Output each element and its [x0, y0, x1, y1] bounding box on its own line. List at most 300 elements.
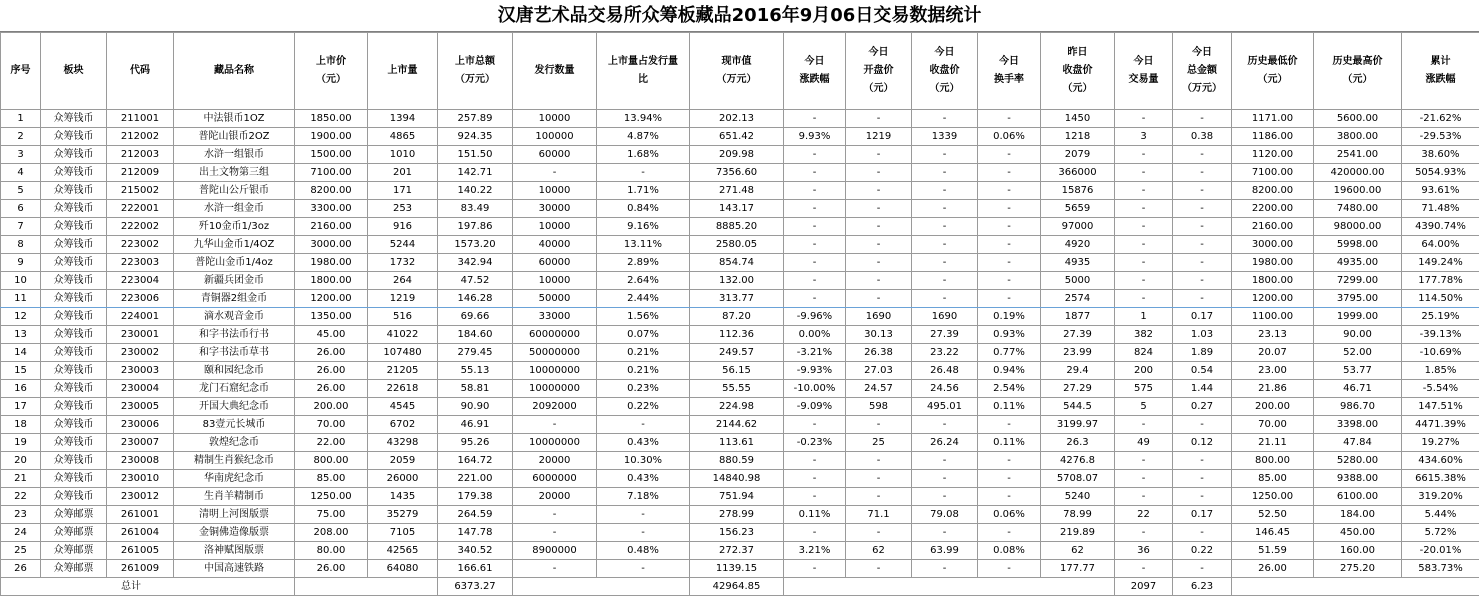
table-cell[interactable]: - — [1115, 524, 1173, 542]
table-cell[interactable]: 26.3 — [1041, 434, 1115, 452]
table-cell[interactable]: 8 — [1, 236, 41, 254]
table-cell[interactable]: 1219 — [368, 290, 438, 308]
table-cell[interactable]: 0.11% — [978, 434, 1041, 452]
table-cell[interactable]: 13.11% — [597, 236, 690, 254]
table-cell[interactable]: 598 — [846, 398, 912, 416]
table-cell[interactable]: 众筹邮票 — [41, 542, 107, 560]
table-cell[interactable]: 29.4 — [1041, 362, 1115, 380]
table-cell[interactable]: 51.59 — [1232, 542, 1314, 560]
table-cell[interactable]: 151.50 — [438, 146, 513, 164]
table-cell[interactable]: - — [846, 452, 912, 470]
table-cell[interactable]: - — [846, 290, 912, 308]
table-cell[interactable]: 2160.00 — [295, 218, 368, 236]
table-cell[interactable]: 0.22% — [597, 398, 690, 416]
table-row[interactable] — [1, 398, 1479, 416]
table-cell[interactable]: 10.30% — [597, 452, 690, 470]
table-cell[interactable]: 5 — [1115, 398, 1173, 416]
table-cell[interactable]: - — [912, 524, 978, 542]
table-cell[interactable]: 精制生肖猴纪念币 — [174, 452, 295, 470]
table-cell[interactable]: - — [912, 272, 978, 290]
table-cell[interactable]: 0.22 — [1173, 542, 1232, 560]
table-cell[interactable]: 0.43% — [597, 434, 690, 452]
table-cell[interactable]: - — [1115, 254, 1173, 272]
table-cell[interactable]: 5998.00 — [1314, 236, 1402, 254]
table-cell[interactable]: 金铜佛造像版票 — [174, 524, 295, 542]
table-cell[interactable]: 3000.00 — [1232, 236, 1314, 254]
table-cell[interactable]: - — [784, 488, 846, 506]
table-cell[interactable]: - — [912, 182, 978, 200]
table-cell[interactable]: - — [784, 416, 846, 434]
table-cell[interactable]: 3800.00 — [1314, 128, 1402, 146]
table-cell[interactable]: 众筹钱币 — [41, 254, 107, 272]
table-cell[interactable]: 3 — [1, 146, 41, 164]
table-cell[interactable]: 149.24% — [1402, 254, 1479, 272]
table-cell[interactable]: - — [1173, 146, 1232, 164]
table-cell[interactable]: 1250.00 — [1232, 488, 1314, 506]
table-cell[interactable]: 60000000 — [513, 326, 597, 344]
table-cell[interactable]: - — [1115, 236, 1173, 254]
table-cell[interactable]: 230010 — [107, 470, 174, 488]
table-cell[interactable]: 64080 — [368, 560, 438, 578]
table-cell[interactable]: 14840.98 — [690, 470, 784, 488]
table-row[interactable] — [1, 218, 1479, 236]
table-cell[interactable]: - — [1173, 164, 1232, 182]
table-cell[interactable]: - — [978, 218, 1041, 236]
table-row[interactable] — [1, 434, 1479, 452]
table-cell[interactable]: 230002 — [107, 344, 174, 362]
table-cell[interactable]: 27.03 — [846, 362, 912, 380]
table-cell[interactable]: 97000 — [1041, 218, 1115, 236]
table-cell[interactable]: - — [1173, 560, 1232, 578]
table-cell[interactable]: - — [978, 416, 1041, 434]
table-cell[interactable]: 47.84 — [1314, 434, 1402, 452]
table-cell[interactable]: 0.43% — [597, 470, 690, 488]
table-cell[interactable]: 5600.00 — [1314, 110, 1402, 128]
table-row[interactable] — [1, 506, 1479, 524]
table-cell[interactable]: 出土文物第三组 — [174, 164, 295, 182]
table-cell[interactable]: 华南虎纪念币 — [174, 470, 295, 488]
table-cell[interactable]: 52.50 — [1232, 506, 1314, 524]
table-cell[interactable]: 143.17 — [690, 200, 784, 218]
table-cell[interactable]: 275.20 — [1314, 560, 1402, 578]
table-cell[interactable]: 众筹钱币 — [41, 398, 107, 416]
table-cell[interactable]: 26.00 — [295, 362, 368, 380]
table-row[interactable] — [1, 344, 1479, 362]
table-cell[interactable]: 69.66 — [438, 308, 513, 326]
table-cell[interactable]: 230008 — [107, 452, 174, 470]
table-cell[interactable]: 4545 — [368, 398, 438, 416]
table-cell[interactable]: 313.77 — [690, 290, 784, 308]
table-cell[interactable]: 10 — [1, 272, 41, 290]
table-cell[interactable]: 1 — [1, 110, 41, 128]
table-cell[interactable]: 20000 — [513, 452, 597, 470]
table-cell[interactable]: - — [912, 200, 978, 218]
table-cell[interactable]: 171 — [368, 182, 438, 200]
table-row[interactable] — [1, 164, 1479, 182]
table-cell[interactable]: - — [784, 254, 846, 272]
table-row[interactable] — [1, 488, 1479, 506]
table-cell[interactable]: 230007 — [107, 434, 174, 452]
table-cell[interactable]: - — [1173, 218, 1232, 236]
table-cell[interactable]: 2580.05 — [690, 236, 784, 254]
table-cell[interactable]: 202.13 — [690, 110, 784, 128]
table-cell[interactable]: 16 — [1, 380, 41, 398]
table-cell[interactable]: 33000 — [513, 308, 597, 326]
table-cell[interactable]: 众筹钱币 — [41, 362, 107, 380]
table-cell[interactable]: 651.42 — [690, 128, 784, 146]
table-cell[interactable]: 177.77 — [1041, 560, 1115, 578]
table-cell[interactable]: 55.13 — [438, 362, 513, 380]
table-cell[interactable]: - — [978, 524, 1041, 542]
table-cell[interactable]: 众筹钱币 — [41, 128, 107, 146]
table-cell[interactable]: - — [1173, 488, 1232, 506]
table-cell[interactable]: 8200.00 — [1232, 182, 1314, 200]
table-cell[interactable]: - — [1115, 416, 1173, 434]
table-cell[interactable]: 1218 — [1041, 128, 1115, 146]
table-cell[interactable]: 24 — [1, 524, 41, 542]
table-cell[interactable]: - — [1173, 470, 1232, 488]
table-cell[interactable]: 20 — [1, 452, 41, 470]
table-cell[interactable]: - — [912, 236, 978, 254]
table-cell[interactable]: 147.51% — [1402, 398, 1479, 416]
table-cell[interactable]: 209.98 — [690, 146, 784, 164]
table-cell[interactable]: - — [1115, 290, 1173, 308]
table-row[interactable] — [1, 416, 1479, 434]
table-cell[interactable]: 2.54% — [978, 380, 1041, 398]
table-cell[interactable]: 0.11% — [978, 398, 1041, 416]
table-cell[interactable]: 11 — [1, 290, 41, 308]
table-cell[interactable]: 41022 — [368, 326, 438, 344]
table-cell[interactable]: 854.74 — [690, 254, 784, 272]
table-cell[interactable]: 众筹钱币 — [41, 488, 107, 506]
table-cell[interactable]: 1732 — [368, 254, 438, 272]
table-cell[interactable]: - — [846, 164, 912, 182]
table-cell[interactable]: 23.22 — [912, 344, 978, 362]
table-cell[interactable]: 75.00 — [295, 506, 368, 524]
table-cell[interactable]: 水浒一组银币 — [174, 146, 295, 164]
table-cell[interactable]: - — [784, 146, 846, 164]
table-cell[interactable]: 0.00% — [784, 326, 846, 344]
table-cell[interactable]: 10000 — [513, 218, 597, 236]
table-cell[interactable]: 382 — [1115, 326, 1173, 344]
table-cell[interactable]: - — [1173, 182, 1232, 200]
table-cell[interactable]: 55.55 — [690, 380, 784, 398]
table-cell[interactable]: 60000 — [513, 146, 597, 164]
table-cell[interactable]: 0.06% — [978, 506, 1041, 524]
table-cell[interactable]: 19.27% — [1402, 434, 1479, 452]
table-cell[interactable]: - — [1115, 488, 1173, 506]
table-cell[interactable]: 27.39 — [1041, 326, 1115, 344]
table-cell[interactable]: - — [784, 452, 846, 470]
table-cell[interactable]: 9.16% — [597, 218, 690, 236]
table-row[interactable] — [1, 110, 1479, 128]
table-cell[interactable]: 25.19% — [1402, 308, 1479, 326]
table-cell[interactable]: -0.23% — [784, 434, 846, 452]
table-cell[interactable]: 575 — [1115, 380, 1173, 398]
table-cell[interactable]: 众筹钱币 — [41, 380, 107, 398]
table-cell[interactable]: 歼10金币1/3oz — [174, 218, 295, 236]
table-cell[interactable]: - — [912, 290, 978, 308]
table-cell[interactable]: 九华山金币1/4OZ — [174, 236, 295, 254]
table-cell[interactable]: 众筹钱币 — [41, 416, 107, 434]
table-cell[interactable]: - — [513, 416, 597, 434]
table-cell[interactable]: -29.53% — [1402, 128, 1479, 146]
table-cell[interactable]: 50000000 — [513, 344, 597, 362]
table-cell[interactable]: - — [978, 290, 1041, 308]
table-cell[interactable]: 1690 — [912, 308, 978, 326]
table-cell[interactable]: - — [846, 524, 912, 542]
table-cell[interactable]: 0.84% — [597, 200, 690, 218]
table-cell[interactable]: 1450 — [1041, 110, 1115, 128]
table-cell[interactable]: 6000000 — [513, 470, 597, 488]
table-cell[interactable]: 8900000 — [513, 542, 597, 560]
table-cell[interactable]: - — [513, 506, 597, 524]
table-cell[interactable]: 4865 — [368, 128, 438, 146]
table-cell[interactable]: 140.22 — [438, 182, 513, 200]
table-cell[interactable]: 5244 — [368, 236, 438, 254]
table-cell[interactable]: 0.17 — [1173, 308, 1232, 326]
table-cell[interactable]: 319.20% — [1402, 488, 1479, 506]
table-cell[interactable]: 众筹钱币 — [41, 110, 107, 128]
table-cell[interactable]: 众筹钱币 — [41, 344, 107, 362]
table-cell[interactable]: - — [978, 182, 1041, 200]
table-cell[interactable]: 212003 — [107, 146, 174, 164]
table-cell[interactable]: - — [912, 416, 978, 434]
table-row[interactable] — [1, 542, 1479, 560]
table-cell[interactable]: 1120.00 — [1232, 146, 1314, 164]
table-cell[interactable]: 49 — [1115, 434, 1173, 452]
table-cell[interactable]: 3398.00 — [1314, 416, 1402, 434]
table-cell[interactable]: - — [1173, 110, 1232, 128]
table-cell[interactable]: - — [978, 254, 1041, 272]
table-cell[interactable]: - — [784, 236, 846, 254]
table-cell[interactable]: 7.18% — [597, 488, 690, 506]
table-cell[interactable]: 223002 — [107, 236, 174, 254]
table-cell[interactable]: - — [912, 470, 978, 488]
table-cell[interactable]: 85.00 — [295, 470, 368, 488]
table-cell[interactable]: -9.09% — [784, 398, 846, 416]
table-cell[interactable]: 众筹钱币 — [41, 218, 107, 236]
table-cell[interactable]: 10000000 — [513, 434, 597, 452]
table-cell[interactable]: 5659 — [1041, 200, 1115, 218]
table-cell[interactable]: 212009 — [107, 164, 174, 182]
table-cell[interactable]: - — [912, 254, 978, 272]
table-cell[interactable]: 90.90 — [438, 398, 513, 416]
table-cell[interactable]: 46.71 — [1314, 380, 1402, 398]
table-cell[interactable]: 824 — [1115, 344, 1173, 362]
table-cell[interactable]: - — [1115, 560, 1173, 578]
table-cell[interactable]: - — [978, 146, 1041, 164]
table-cell[interactable]: - — [784, 560, 846, 578]
table-cell[interactable]: 1800.00 — [1232, 272, 1314, 290]
table-cell[interactable]: - — [597, 524, 690, 542]
table-cell[interactable]: -3.21% — [784, 344, 846, 362]
table-cell[interactable]: 434.60% — [1402, 452, 1479, 470]
table-cell[interactable]: - — [978, 470, 1041, 488]
table-cell[interactable]: 26.38 — [846, 344, 912, 362]
table-cell[interactable]: 众筹钱币 — [41, 236, 107, 254]
table-cell[interactable]: 13 — [1, 326, 41, 344]
table-cell[interactable]: 众筹钱币 — [41, 470, 107, 488]
table-cell[interactable]: 800.00 — [1232, 452, 1314, 470]
table-cell[interactable]: 7100.00 — [1232, 164, 1314, 182]
table-cell[interactable]: 10000000 — [513, 380, 597, 398]
table-cell[interactable]: 7356.60 — [690, 164, 784, 182]
table-cell[interactable]: 3300.00 — [295, 200, 368, 218]
table-cell[interactable]: 2541.00 — [1314, 146, 1402, 164]
table-cell[interactable]: - — [846, 272, 912, 290]
table-cell[interactable]: 中国高速铁路 — [174, 560, 295, 578]
table-cell[interactable]: 众筹钱币 — [41, 272, 107, 290]
table-cell[interactable]: 2144.62 — [690, 416, 784, 434]
table-cell[interactable]: -5.54% — [1402, 380, 1479, 398]
table-cell[interactable]: - — [1173, 236, 1232, 254]
table-cell[interactable]: 79.08 — [912, 506, 978, 524]
table-cell[interactable]: 223006 — [107, 290, 174, 308]
table-cell[interactable]: 52.00 — [1314, 344, 1402, 362]
table-cell[interactable]: 众筹钱币 — [41, 200, 107, 218]
table-cell[interactable]: 800.00 — [295, 452, 368, 470]
table-cell[interactable]: - — [978, 452, 1041, 470]
table-cell[interactable]: 95.26 — [438, 434, 513, 452]
table-cell[interactable]: 众筹邮票 — [41, 560, 107, 578]
table-cell[interactable]: 新疆兵团金币 — [174, 272, 295, 290]
table-cell[interactable]: 众筹钱币 — [41, 326, 107, 344]
table-cell[interactable]: 83.49 — [438, 200, 513, 218]
table-cell[interactable]: 5000 — [1041, 272, 1115, 290]
table-cell[interactable]: 15 — [1, 362, 41, 380]
table-cell[interactable]: - — [978, 488, 1041, 506]
table-cell[interactable]: - — [1115, 164, 1173, 182]
table-cell[interactable]: 200 — [1115, 362, 1173, 380]
table-cell[interactable]: - — [1173, 200, 1232, 218]
table-cell[interactable]: 223004 — [107, 272, 174, 290]
table-cell[interactable]: 495.01 — [912, 398, 978, 416]
table-cell[interactable]: 63.99 — [912, 542, 978, 560]
table-cell[interactable]: 230004 — [107, 380, 174, 398]
table-cell[interactable]: 223003 — [107, 254, 174, 272]
table-cell[interactable]: 1500.00 — [295, 146, 368, 164]
table-cell[interactable]: -20.01% — [1402, 542, 1479, 560]
table-cell[interactable]: 1394 — [368, 110, 438, 128]
table-cell[interactable]: 23 — [1, 506, 41, 524]
table-cell[interactable]: 916 — [368, 218, 438, 236]
table-cell[interactable]: 22 — [1, 488, 41, 506]
table-cell[interactable]: 1435 — [368, 488, 438, 506]
table-cell[interactable]: 1.44 — [1173, 380, 1232, 398]
table-cell[interactable]: 1.85% — [1402, 362, 1479, 380]
table-cell[interactable]: - — [597, 416, 690, 434]
table-cell[interactable]: 1.71% — [597, 182, 690, 200]
table-cell[interactable]: 42565 — [368, 542, 438, 560]
table-cell[interactable]: 1.56% — [597, 308, 690, 326]
table-cell[interactable]: 21.11 — [1232, 434, 1314, 452]
table-cell[interactable]: - — [784, 164, 846, 182]
table-cell[interactable]: 7480.00 — [1314, 200, 1402, 218]
table-row[interactable] — [1, 146, 1479, 164]
table-cell[interactable]: 230003 — [107, 362, 174, 380]
table-cell[interactable]: 10000 — [513, 182, 597, 200]
table-cell[interactable]: 众筹邮票 — [41, 506, 107, 524]
table-cell[interactable]: 200.00 — [1232, 398, 1314, 416]
table-cell[interactable]: 26000 — [368, 470, 438, 488]
table-cell[interactable]: 78.99 — [1041, 506, 1115, 524]
table-cell[interactable]: - — [912, 146, 978, 164]
table-cell[interactable]: - — [846, 200, 912, 218]
table-cell[interactable]: 5240 — [1041, 488, 1115, 506]
table-cell[interactable]: 924.35 — [438, 128, 513, 146]
table-row[interactable] — [1, 524, 1479, 542]
table-cell[interactable]: 26.00 — [1232, 560, 1314, 578]
table-row[interactable] — [1, 182, 1479, 200]
table-cell[interactable]: 60000 — [513, 254, 597, 272]
table-cell[interactable]: - — [784, 290, 846, 308]
table-cell[interactable]: - — [912, 164, 978, 182]
table-cell[interactable]: - — [784, 182, 846, 200]
table-cell[interactable]: 19600.00 — [1314, 182, 1402, 200]
table-row[interactable] — [1, 326, 1479, 344]
table-cell[interactable]: 20.07 — [1232, 344, 1314, 362]
table-cell[interactable]: 1573.20 — [438, 236, 513, 254]
table-cell[interactable]: - — [1115, 470, 1173, 488]
table-cell[interactable]: 2.89% — [597, 254, 690, 272]
table-cell[interactable]: - — [978, 236, 1041, 254]
table-cell[interactable]: 5.72% — [1402, 524, 1479, 542]
table-row[interactable] — [1, 290, 1479, 308]
table-cell[interactable]: 1200.00 — [1232, 290, 1314, 308]
table-cell[interactable]: 0.12 — [1173, 434, 1232, 452]
table-cell[interactable]: 10000 — [513, 272, 597, 290]
table-cell[interactable]: 3199.97 — [1041, 416, 1115, 434]
table-cell[interactable]: 30000 — [513, 200, 597, 218]
table-cell[interactable]: 2200.00 — [1232, 200, 1314, 218]
table-cell[interactable]: 544.5 — [1041, 398, 1115, 416]
table-cell[interactable]: 0.38 — [1173, 128, 1232, 146]
table-cell[interactable]: 264 — [368, 272, 438, 290]
table-cell[interactable]: - — [784, 218, 846, 236]
table-cell[interactable]: 滴水观音金币 — [174, 308, 295, 326]
table-cell[interactable]: - — [1115, 182, 1173, 200]
table-cell[interactable]: 1999.00 — [1314, 308, 1402, 326]
table-cell[interactable]: 177.78% — [1402, 272, 1479, 290]
table-cell[interactable]: 3795.00 — [1314, 290, 1402, 308]
table-cell[interactable]: 90.00 — [1314, 326, 1402, 344]
table-cell[interactable]: 2059 — [368, 452, 438, 470]
table-row[interactable] — [1, 254, 1479, 272]
table-cell[interactable]: 56.15 — [690, 362, 784, 380]
table-cell[interactable]: 261009 — [107, 560, 174, 578]
table-cell[interactable]: 1350.00 — [295, 308, 368, 326]
table-cell[interactable]: - — [513, 560, 597, 578]
table-cell[interactable]: 3.21% — [784, 542, 846, 560]
table-cell[interactable]: 156.23 — [690, 524, 784, 542]
table-cell[interactable]: 0.93% — [978, 326, 1041, 344]
table-cell[interactable]: 208.00 — [295, 524, 368, 542]
table-row[interactable] — [1, 128, 1479, 146]
table-cell[interactable]: 98000.00 — [1314, 218, 1402, 236]
table-cell[interactable]: - — [846, 470, 912, 488]
table-cell[interactable]: - — [912, 560, 978, 578]
table-cell[interactable]: - — [846, 146, 912, 164]
table-cell[interactable]: - — [846, 182, 912, 200]
table-cell[interactable]: 1900.00 — [295, 128, 368, 146]
table-cell[interactable]: 50000 — [513, 290, 597, 308]
table-row[interactable] — [1, 452, 1479, 470]
table-cell[interactable]: 342.94 — [438, 254, 513, 272]
table-cell[interactable]: 26.00 — [295, 560, 368, 578]
table-cell[interactable]: 普陀山公斤银币 — [174, 182, 295, 200]
table-cell[interactable]: -10.69% — [1402, 344, 1479, 362]
